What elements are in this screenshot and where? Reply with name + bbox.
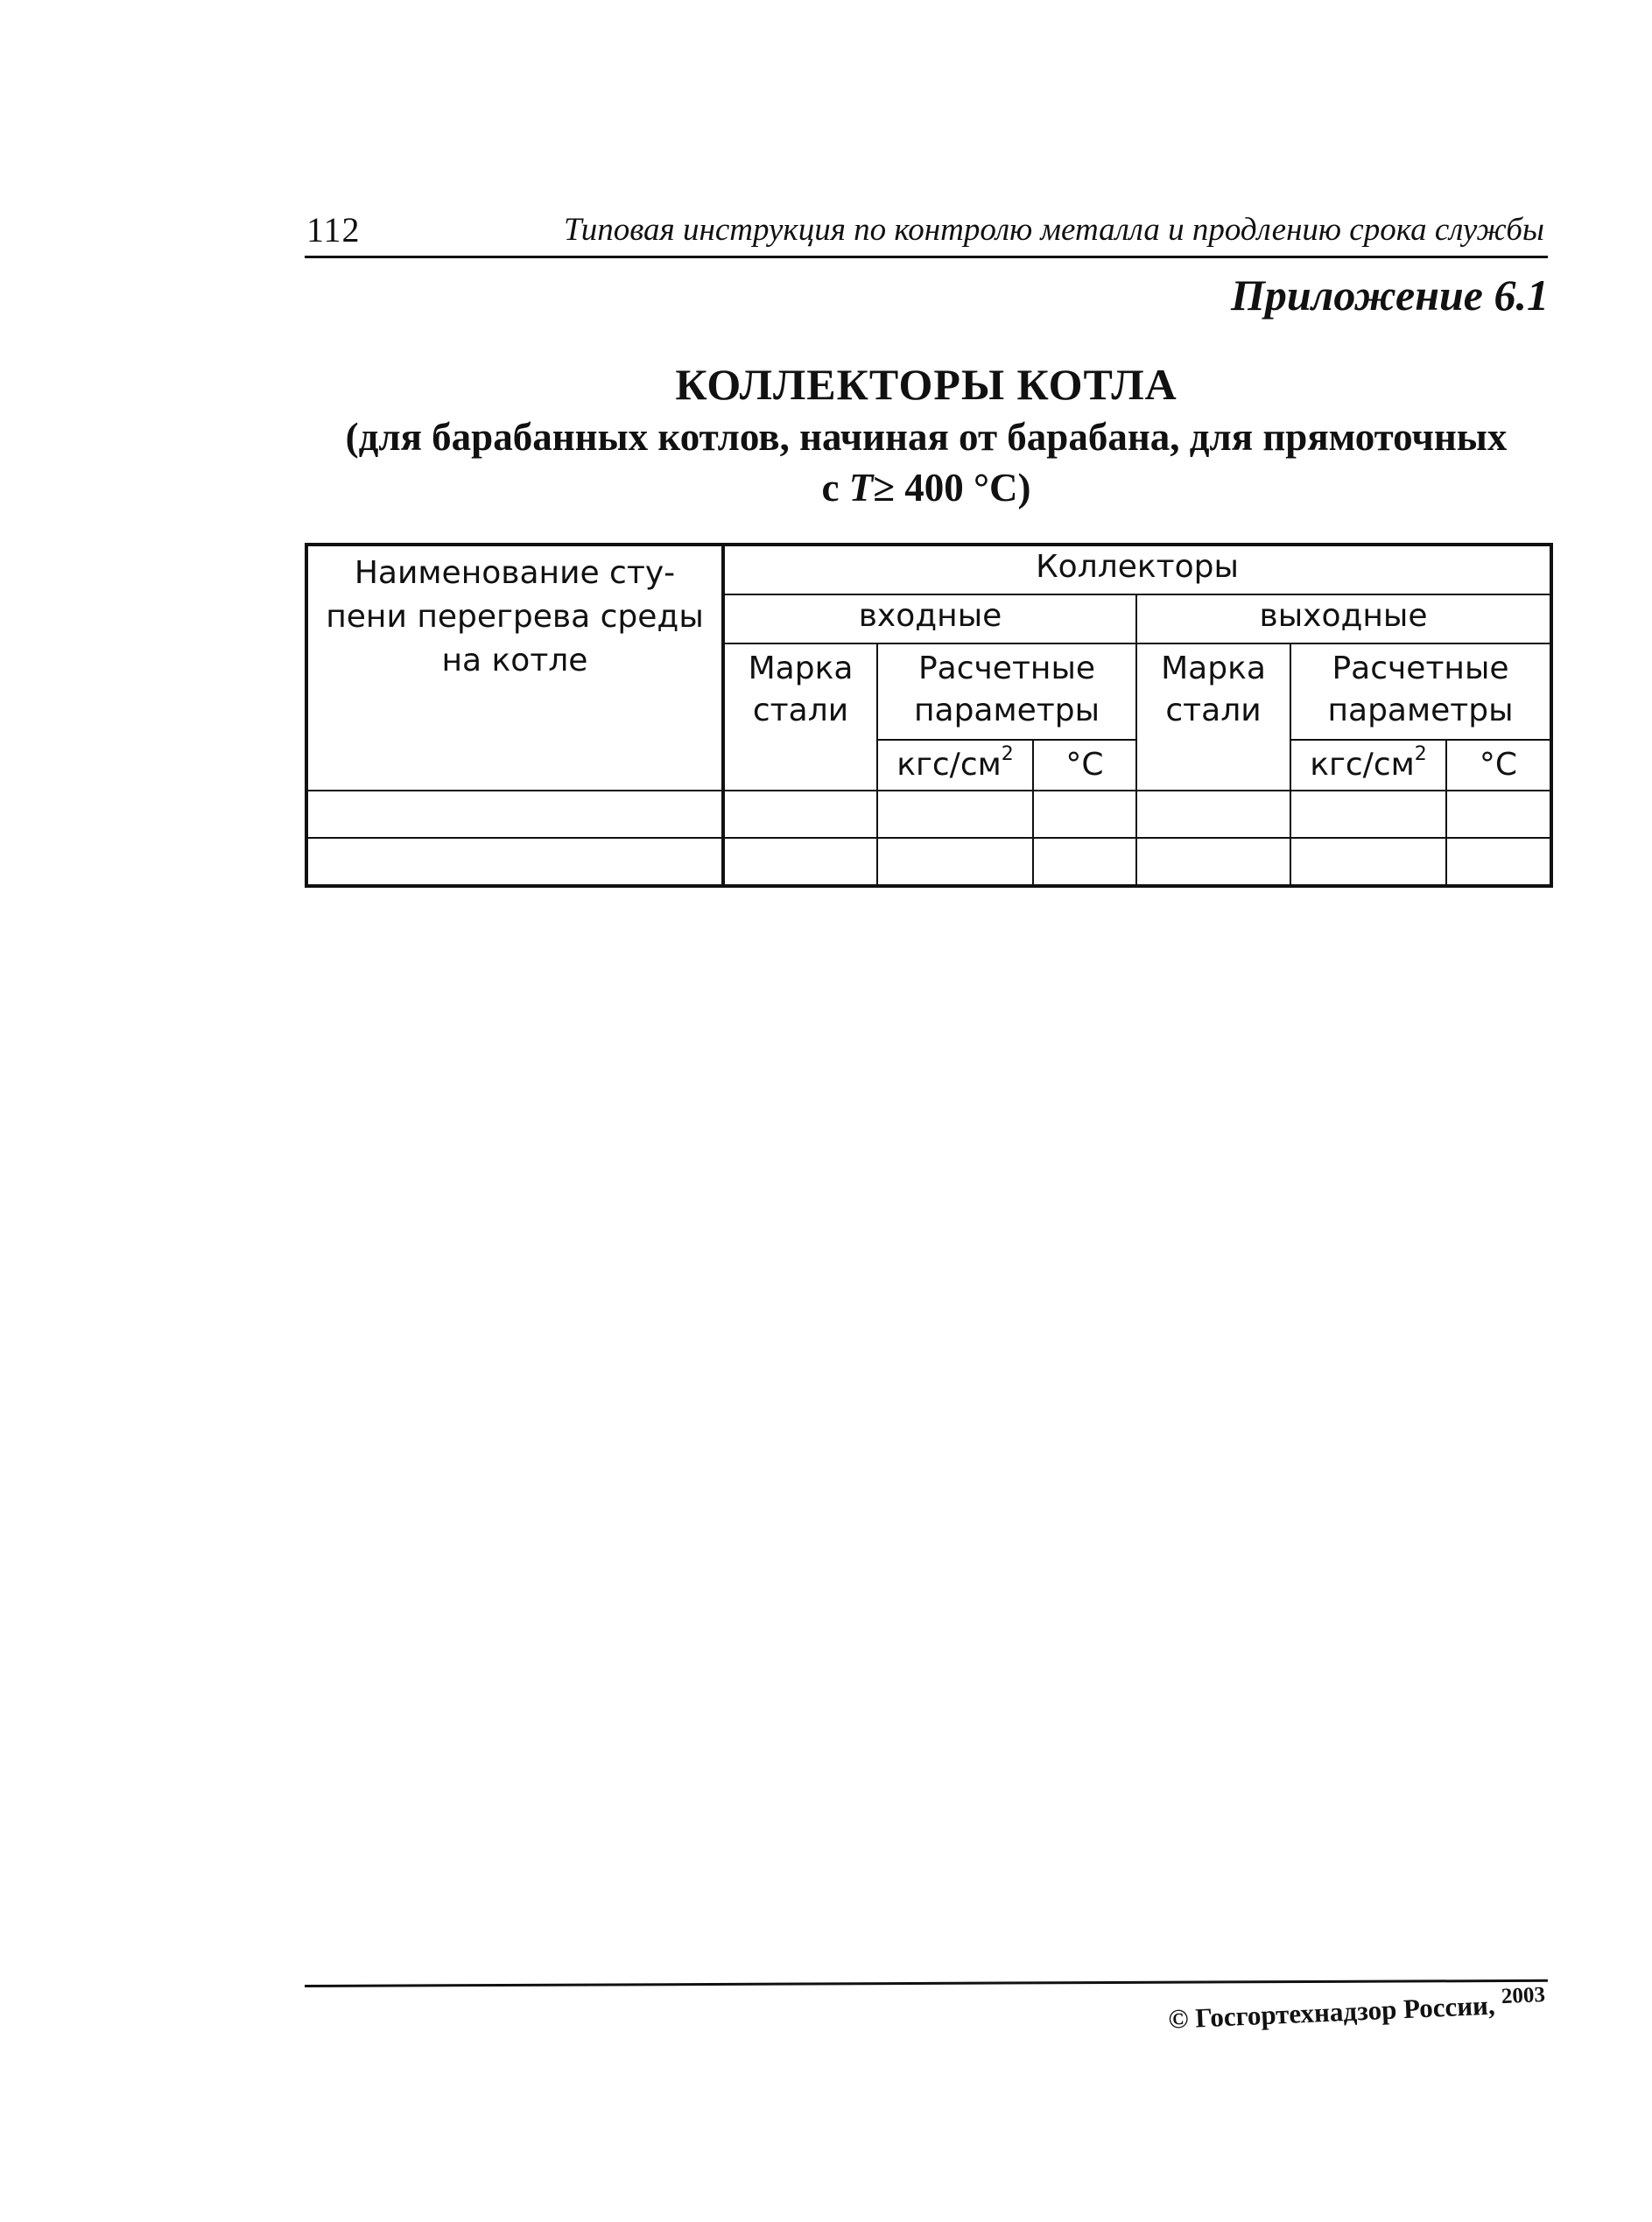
design-params-line-2: параметры xyxy=(913,693,1100,728)
footer-rule xyxy=(305,1979,1548,1987)
running-header xyxy=(305,203,1548,258)
stage-name-line-3: на котле xyxy=(441,643,588,679)
table-row xyxy=(306,838,1551,886)
subtitle-variable: T xyxy=(848,466,874,510)
pressure-unit-exponent: 2 xyxy=(1414,743,1427,765)
table-cell xyxy=(1136,838,1290,886)
inlet-temperature-unit: °C xyxy=(1033,740,1136,791)
stage-name-line-2: пени перегрева среды xyxy=(326,599,704,635)
pressure-unit-text: кгс/см xyxy=(1310,747,1415,783)
collectors-group-header: Коллекторы xyxy=(723,545,1551,594)
document-title-block xyxy=(305,357,1548,513)
copyright-symbol: © xyxy=(1167,2002,1190,2035)
table-cell xyxy=(306,791,723,838)
outlet-temperature-unit: °C xyxy=(1446,740,1551,791)
pressure-unit-text: кгс/см xyxy=(896,747,1002,783)
inlet-steel-grade-header xyxy=(723,643,877,791)
footer-copyright xyxy=(1167,1983,1546,2036)
table-cell xyxy=(1290,838,1446,886)
table-cell xyxy=(1136,791,1290,838)
inlet-header: входные xyxy=(723,594,1136,643)
outlet-steel-grade-header xyxy=(1136,643,1290,791)
table-cell xyxy=(877,791,1033,838)
inlet-design-params-header xyxy=(877,643,1136,740)
design-params-line-2: параметры xyxy=(1327,693,1514,728)
design-params-line-1: Расчетные xyxy=(1332,650,1509,686)
subtitle-suffix: ≥ 400 °C) xyxy=(873,466,1031,510)
table-cell xyxy=(1290,791,1446,838)
table-row xyxy=(306,791,1551,838)
table-cell xyxy=(1446,838,1551,886)
inlet-pressure-unit xyxy=(877,740,1033,791)
outlet-design-params-header xyxy=(1290,643,1551,740)
running-title: Типовая инструкция по контролю металла и продлению срока службы xyxy=(564,212,1544,248)
steel-grade-line-1: Марка xyxy=(1161,650,1266,686)
steel-grade-line-2: стали xyxy=(1165,693,1262,728)
steel-grade-line-2: стали xyxy=(752,693,849,728)
copyright-text: Госгортехнадзор России, xyxy=(1194,1989,1496,2034)
stage-name-header xyxy=(306,545,723,791)
page-number: 112 xyxy=(306,210,361,250)
stage-name-line-1: Наименование сту- xyxy=(354,555,676,591)
table-cell xyxy=(723,791,877,838)
steel-grade-line-1: Марка xyxy=(748,650,854,686)
table-header-row xyxy=(306,545,1551,594)
outlet-header: выходные xyxy=(1136,594,1551,643)
table-cell xyxy=(1033,791,1136,838)
subtitle-prefix: с xyxy=(821,466,840,510)
document-subtitle-line-2 xyxy=(305,462,1548,513)
table-cell xyxy=(1446,791,1551,838)
collectors-table xyxy=(305,543,1553,888)
pressure-unit-exponent: 2 xyxy=(1001,743,1014,765)
table-cell xyxy=(723,838,877,886)
table-cell xyxy=(1033,838,1136,886)
document-subtitle-line-1: (для барабанных котлов, начиная от барабана, для прямоточных xyxy=(345,415,1508,459)
appendix-label: Приложение 6.1 xyxy=(1230,271,1549,320)
design-params-line-1: Расчетные xyxy=(917,650,1096,686)
outlet-pressure-unit xyxy=(1290,740,1446,791)
copyright-year: 2003 xyxy=(1501,1983,1546,2009)
document-title: КОЛЛЕКТОРЫ КОТЛА xyxy=(675,360,1177,409)
table-cell xyxy=(877,838,1033,886)
table-cell xyxy=(306,838,723,886)
